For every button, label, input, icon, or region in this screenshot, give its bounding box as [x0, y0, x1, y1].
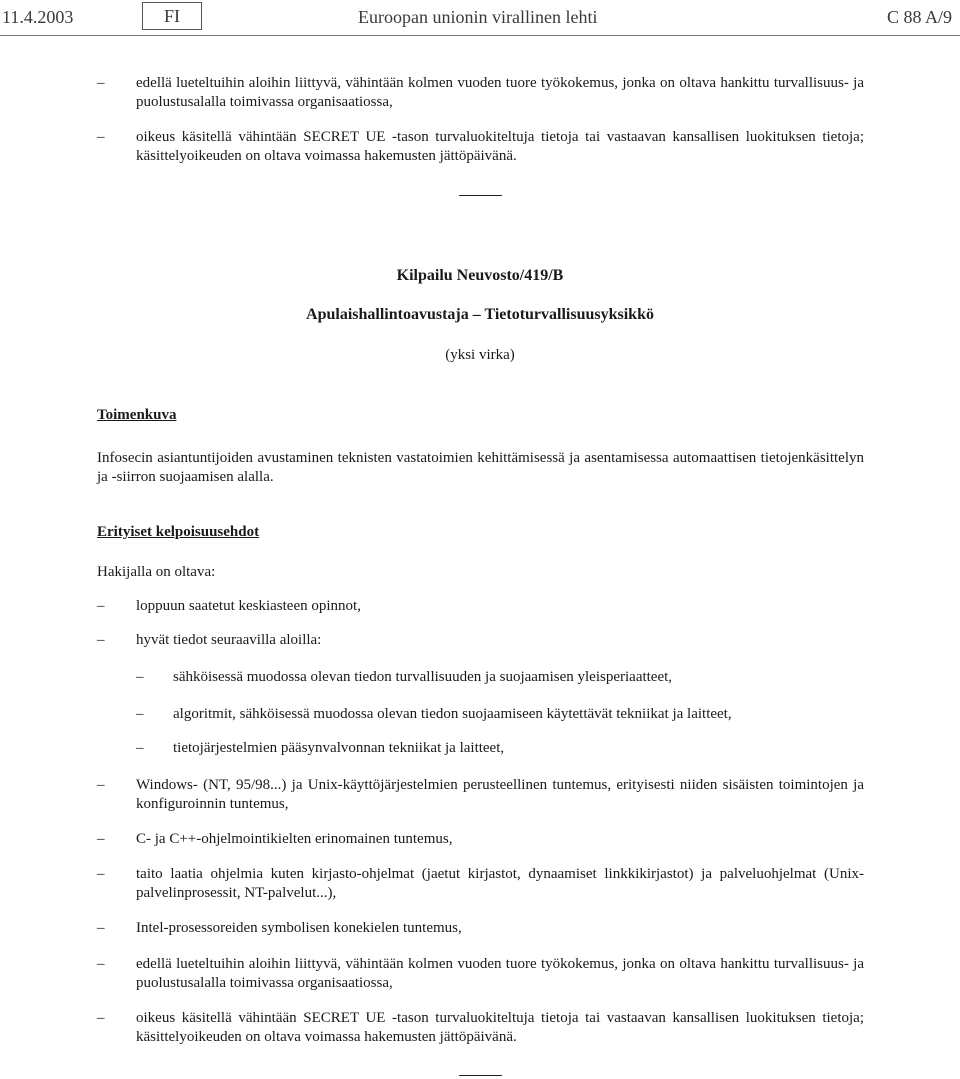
list-item — [97, 631, 864, 650]
list-item — [97, 1009, 864, 1047]
dash-bullet: – — [97, 75, 105, 91]
list-item — [97, 865, 864, 903]
list-item-text: edellä lueteltuihin aloihin liittyvä, vähintään kolmen vuoden tuore työkokemus, jonka on oltava hankittu turvallisuus- ja puolustusalalla toimivassa organisaatiossa, — [136, 75, 864, 110]
dash-bullet: – — [136, 740, 144, 756]
dash-bullet: – — [97, 1010, 105, 1026]
requirements-heading: Erityiset kelpoisuusehdot — [97, 524, 260, 540]
list-item-text: loppuun saatetut keskiasteen opinnot, — [136, 598, 361, 614]
list-item — [97, 597, 864, 616]
dash-bullet: – — [136, 669, 144, 685]
header-journal-title: Euroopan unionin virallinen lehti — [358, 7, 598, 27]
dash-bullet: – — [97, 598, 105, 614]
sub-list-item-text: algoritmit, sähköisessä muodossa olevan tiedon suojaamiseen käytettävät tekniikat ja laitteet, — [173, 706, 732, 722]
list-item-text: C- ja C++-ohjelmointikielten erinomainen tuntemus, — [136, 831, 453, 847]
list-item-text: oikeus käsitellä vähintään SECRET UE -tason turvaluokiteltuja tietoja tai vastaavan kansallisen luokituksen tietoja; käsittelyoikeuden on oltava voimassa hakemusten jättöpäivänä. — [136, 129, 864, 164]
sub-list-item-text: tietojärjestelmien pääsynvalvonnan tekniikat ja laitteet, — [173, 740, 505, 756]
list-item — [97, 776, 864, 814]
page-header — [0, 0, 960, 36]
sub-list-item — [136, 739, 736, 758]
sub-list-item-text: sähköisessä muodossa olevan tiedon turvallisuuden ja suojaamisen yleisperiaatteet, — [173, 669, 673, 685]
sub-list-item — [136, 705, 736, 724]
dash-bullet: – — [97, 866, 105, 882]
list-item — [97, 955, 864, 993]
header-language-box: FI — [142, 2, 202, 30]
list-item-text: Intel-prosessoreiden symbolisen konekielen tuntemus, — [136, 920, 462, 936]
list-item-text: Windows- (NT, 95/98...) ja Unix-käyttöjärjestelmien perusteellinen tuntemus, erityisesti niiden sisäisten toimintojen ja konfiguroinnin tuntemus, — [136, 777, 864, 812]
requirements-intro: Hakijalla on oltava: — [97, 564, 216, 580]
dash-bullet: – — [97, 777, 105, 793]
job-description-text: Infosecin asiantuntijoiden avustaminen teknisten vastatoimien kehittämisessä ja asentamisessa automaattisen tietojenkäsittelyn ja -siirron suojaamisen alalla. — [97, 450, 864, 485]
dash-bullet: – — [97, 632, 105, 648]
section-separator — [459, 1075, 502, 1076]
job-description-heading: Toimenkuva — [97, 407, 177, 423]
competition-title: Kilpailu Neuvosto/419/B — [396, 267, 564, 284]
dash-bullet: – — [97, 920, 105, 936]
list-item — [97, 830, 864, 849]
list-item-text: taito laatia ohjelmia kuten kirjasto-ohjelmat (jaetut kirjastot, dynaamiset linkkikirjastot) ja palveluohjelmat (Unix-palvelinprosessit, NT-palvelut...), — [136, 866, 864, 901]
position-title: Apulaishallintoavustaja – Tietoturvallisuusyksikkö — [306, 306, 654, 323]
list-item — [97, 128, 864, 166]
dash-bullet: – — [97, 129, 105, 145]
list-item-text: hyvät tiedot seuraavilla aloilla: — [136, 632, 322, 648]
list-item — [97, 74, 864, 112]
list-item — [97, 919, 864, 938]
sub-list-item — [136, 668, 736, 687]
section-separator — [459, 195, 502, 196]
list-item-text: edellä lueteltuihin aloihin liittyvä, vähintään kolmen vuoden tuore työkokemus, jonka on oltava hankittu turvallisuus- ja puolustusalalla toimivassa organisaatiossa, — [136, 956, 864, 991]
dash-bullet: – — [136, 706, 144, 722]
vacancy-count: (yksi virka) — [445, 347, 515, 363]
dash-bullet: – — [97, 956, 105, 972]
list-item-text: oikeus käsitellä vähintään SECRET UE -tason turvaluokiteltuja tietoja tai vastaavan kansallisen luokituksen tietoja; käsittelyoikeuden on oltava voimassa hakemusten jättöpäivänä. — [136, 1010, 864, 1045]
dash-bullet: – — [97, 831, 105, 847]
header-page-ref: C 88 A/9 — [886, 7, 952, 27]
header-date: 11.4.2003 — [2, 7, 74, 27]
header-rule — [0, 35, 960, 36]
